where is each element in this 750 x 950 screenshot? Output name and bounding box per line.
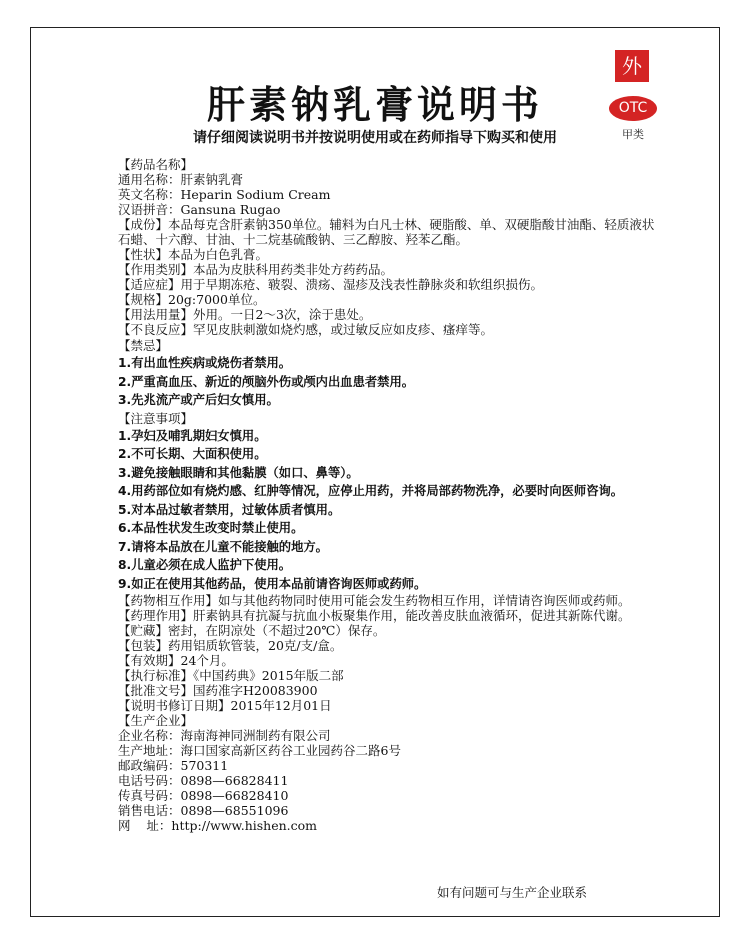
- category-section: [118, 262, 663, 277]
- specification-text: 20g:7000单位。: [168, 292, 266, 307]
- approval-section: [118, 683, 663, 698]
- adverse-label: 【不良反应】: [118, 322, 194, 337]
- precaution-item: 5.对本品过敏者禁用，过敏体质者慎用。: [118, 502, 341, 517]
- contraindications-heading: 【禁忌】: [118, 338, 169, 353]
- validity-section: [118, 653, 663, 668]
- interactions-section: [118, 593, 663, 608]
- precaution-item: 4.用药部位如有烧灼感、红肿等情况，应停止用药，并将局部药物洗净，必要时向医师咨询。: [118, 484, 624, 498]
- precaution-item: 7.请将本品放在儿童不能接触的地方。: [118, 539, 328, 554]
- manufacturer-postcode: 邮政编码：570311: [118, 758, 229, 773]
- pharmacology-label: 【药理作用】: [118, 608, 194, 623]
- specification-label: 【规格】: [118, 292, 169, 307]
- manufacturer-sales-phone: 销售电话：0898—68551096: [118, 803, 289, 818]
- drug-name-heading: 【药品名称】: [118, 157, 194, 172]
- manufacturer-website: 网 址：http://www.hishen.com: [118, 818, 318, 833]
- validity-label: 【有效期】: [118, 653, 181, 668]
- manufacturer-name: 企业名称：海南海神同洲制药有限公司: [118, 728, 331, 743]
- interactions-text: 如与其他药物同时使用可能会发生药物相互作用，详情请咨询医师或药师。: [218, 593, 631, 608]
- precautions-heading: 【注意事项】: [118, 410, 194, 426]
- character-text: 本品为白色乳膏。: [168, 247, 269, 262]
- contraindication-item: 1.有出血性疾病或烧伤者禁用。: [118, 356, 292, 370]
- precaution-item: 8.儿童必须在成人监护下使用。: [118, 558, 292, 572]
- pharmacology-text: 肝素钠具有抗凝与抗血小板聚集作用，能改善皮肤血液循环，促进其新陈代谢。: [193, 608, 631, 623]
- indications-label: 【适应症】: [118, 277, 181, 292]
- pinyin-name: 汉语拼音：Gansuna Rugao: [118, 202, 281, 217]
- contraindication-item: 3.先兆流产或产后妇女慎用。: [118, 393, 279, 407]
- validity-text: 24个月。: [180, 653, 234, 668]
- generic-name: 通用名称：肝素钠乳膏: [118, 172, 244, 187]
- manufacturer-heading: 【生产企业】: [118, 713, 194, 728]
- interactions-label: 【药物相互作用】: [118, 593, 219, 608]
- approval-text: 国药准字H20083900: [193, 683, 318, 698]
- manufacturer-address: 生产地址：海口国家高新区药谷工业园药谷二路6号: [118, 743, 401, 758]
- composition-label: 【成份】: [118, 217, 169, 232]
- document-subtitle: 请仔细阅读说明书并按说明使用或在药师指导下购买和使用: [193, 130, 557, 146]
- character-label: 【性状】: [118, 247, 169, 262]
- precaution-item: 2.不可长期、大面积使用。: [118, 447, 267, 461]
- contact-note: 如有问题可与生产企业联系: [437, 885, 588, 900]
- storage-text: 密封，在阴凉处（不超过20℃）保存。: [168, 623, 386, 638]
- standard-section: [118, 668, 663, 683]
- revision-label: 【说明书修订日期】: [118, 698, 231, 713]
- standard-text: 《中国药典》2015年版二部: [193, 668, 344, 683]
- specification-section: [118, 292, 663, 307]
- precaution-item: 6.本品性状发生改变时禁止使用。: [118, 521, 304, 535]
- storage-label: 【贮藏】: [118, 623, 169, 638]
- standard-label: 【执行标准】: [118, 668, 194, 683]
- indications-text: 用于早期冻疮、皲裂、溃疡、湿疹及浅表性静脉炎和软组织损伤。: [180, 277, 544, 292]
- category-label: 【作用类别】: [118, 262, 194, 277]
- dosage-section: [118, 307, 663, 322]
- indications-section: [118, 277, 663, 292]
- package-section: [118, 638, 663, 653]
- revision-text: 2015年12月01日: [230, 698, 332, 713]
- adverse-section: [118, 322, 663, 337]
- document-title: 肝素钠乳膏说明书: [206, 83, 543, 127]
- leaflet-content: [118, 157, 663, 833]
- otc-logo: OTC: [609, 96, 657, 121]
- precaution-item: 3.避免接触眼睛和其他黏膜（如口、鼻等）。: [118, 465, 359, 480]
- english-name: 英文名称：Heparin Sodium Cream: [118, 187, 331, 202]
- dosage-label: 【用法用量】: [118, 307, 194, 322]
- precaution-item: 9.如正在使用其他药品，使用本品前请咨询医师或药师。: [118, 576, 427, 591]
- composition-text: 本品每克含肝素钠350单位。辅料为白凡士林、硬脂酸、单、双硬脂酸甘油酯、轻质液状石蜡、十六醇、甘油、十二烷基硫酸钠、三乙醇胺、羟苯乙酯。: [118, 217, 655, 247]
- category-text: 本品为皮肤科用药类非处方药药品。: [193, 262, 394, 277]
- manufacturer-fax: 传真号码：0898—66828410: [118, 788, 289, 803]
- package-label: 【包装】: [118, 638, 169, 653]
- precaution-item: 1.孕妇及哺乳期妇女慎用。: [118, 428, 267, 443]
- contraindication-item: 2.严重高血压、新近的颅脑外伤或颅内出血患者禁用。: [118, 374, 415, 389]
- package-text: 药用铝质软管装，20克/支/盒。: [168, 638, 343, 653]
- external-use-mark: 外: [615, 50, 649, 82]
- manufacturer-phone: 电话号码：0898—66828411: [118, 773, 289, 788]
- dosage-text: 外用。一日2～3次，涂于患处。: [193, 307, 372, 322]
- character-section: [118, 247, 663, 262]
- adverse-text: 罕见皮肤刺激如烧灼感，或过敏反应如皮疹、瘙痒等。: [193, 322, 494, 337]
- pharmacology-section: [118, 608, 663, 623]
- otc-class-label: 甲类: [622, 128, 644, 141]
- revision-section: [118, 698, 663, 713]
- approval-label: 【批准文号】: [118, 683, 194, 698]
- storage-section: [118, 623, 663, 638]
- composition-section: [118, 217, 663, 247]
